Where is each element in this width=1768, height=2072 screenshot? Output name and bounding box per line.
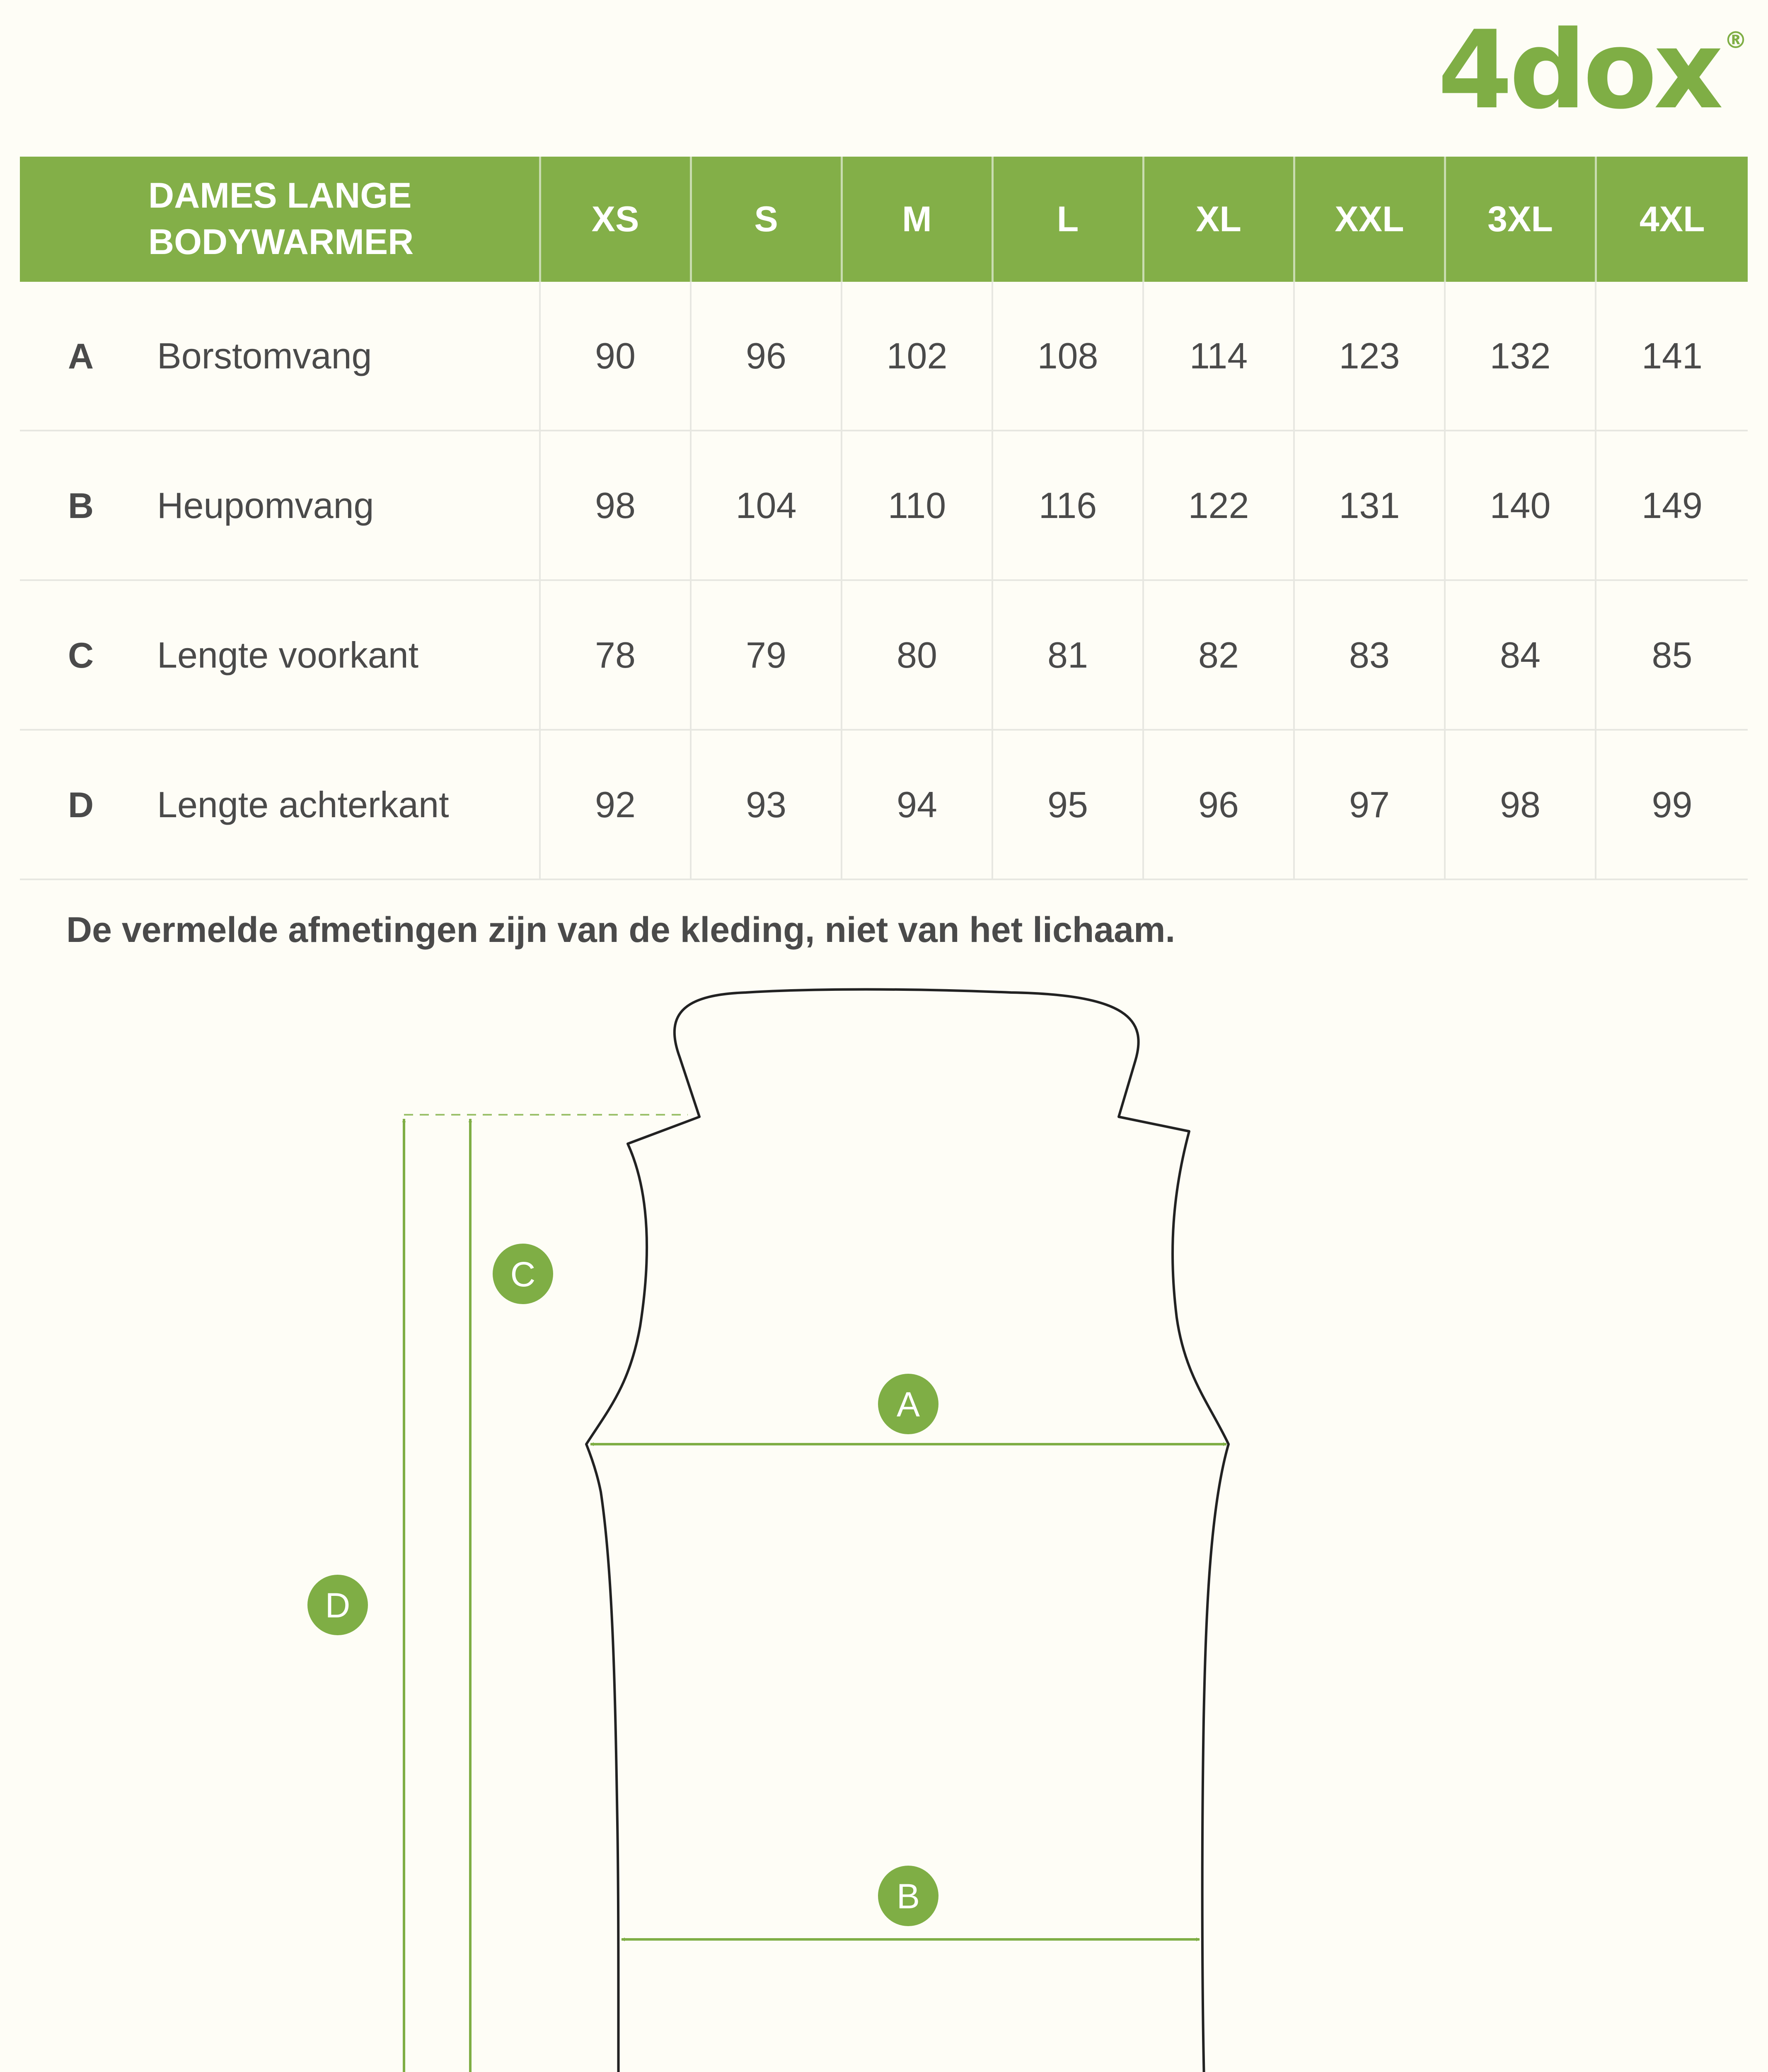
table-cell: 92 bbox=[540, 730, 691, 879]
table-cell: 114 bbox=[1143, 282, 1294, 431]
row-letter: D bbox=[68, 785, 94, 825]
size-header: S bbox=[691, 157, 842, 282]
table-cell: 80 bbox=[842, 580, 992, 730]
table-cell: 96 bbox=[691, 282, 842, 431]
badge-c bbox=[493, 1244, 553, 1304]
row-name: Heupomvang bbox=[157, 484, 374, 526]
badge-c-label: C bbox=[510, 1255, 536, 1294]
row-letter: B bbox=[68, 486, 94, 526]
table-cell: 99 bbox=[1596, 730, 1748, 879]
table-cell: 90 bbox=[540, 282, 691, 431]
table-cell: 83 bbox=[1294, 580, 1445, 730]
table-cell: 97 bbox=[1294, 730, 1445, 879]
size-header: L bbox=[992, 157, 1143, 282]
table-cell: 149 bbox=[1596, 431, 1748, 580]
table-cell: 98 bbox=[1445, 730, 1596, 879]
table-cell: 85 bbox=[1596, 580, 1748, 730]
size-header: 3XL bbox=[1445, 157, 1596, 282]
table-cell: 84 bbox=[1445, 580, 1596, 730]
table-cell: 122 bbox=[1143, 431, 1294, 580]
table-cell: 132 bbox=[1445, 282, 1596, 431]
badge-b-label: B bbox=[896, 1877, 920, 1916]
row-letter: C bbox=[68, 635, 94, 675]
size-header: 4XL bbox=[1596, 157, 1748, 282]
table-cell: 123 bbox=[1294, 282, 1445, 431]
table-cell: 98 bbox=[540, 431, 691, 580]
table-cell: 141 bbox=[1596, 282, 1748, 431]
table-title-line-2: BODYWARMER bbox=[148, 222, 414, 262]
size-header: XS bbox=[540, 157, 691, 282]
table-cell: 108 bbox=[992, 282, 1143, 431]
size-header: XL bbox=[1143, 157, 1294, 282]
badge-a-label: A bbox=[896, 1385, 920, 1424]
table-cell: 116 bbox=[992, 431, 1143, 580]
table-cell: 104 bbox=[691, 431, 842, 580]
table-title-line-1: DAMES LANGE bbox=[148, 176, 412, 216]
size-header: M bbox=[842, 157, 992, 282]
row-letter: A bbox=[68, 336, 94, 376]
registered-mark: ® bbox=[1724, 27, 1747, 54]
row-name: Lengte voorkant bbox=[157, 634, 419, 675]
table-cell: 78 bbox=[540, 580, 691, 730]
badge-d bbox=[307, 1575, 368, 1635]
table-cell: 131 bbox=[1294, 431, 1445, 580]
table-cell: 102 bbox=[842, 282, 992, 431]
badge-b bbox=[878, 1866, 938, 1926]
table-cell: 93 bbox=[691, 730, 842, 879]
row-name: Lengte achterkant bbox=[157, 784, 449, 825]
table-cell: 94 bbox=[842, 730, 992, 879]
badge-d-label: D bbox=[325, 1586, 351, 1625]
size-header: XXL bbox=[1294, 157, 1445, 282]
measurement-note: De vermelde afmetingen zijn van de kleding, niet van het lichaam. bbox=[66, 910, 1175, 950]
badge-a bbox=[878, 1374, 938, 1434]
table-cell: 81 bbox=[992, 580, 1143, 730]
table-cell: 79 bbox=[691, 580, 842, 730]
table-cell: 140 bbox=[1445, 431, 1596, 580]
brand-name: 4dox bbox=[1437, 8, 1720, 133]
table-cell: 82 bbox=[1143, 580, 1294, 730]
table-cell: 95 bbox=[992, 730, 1143, 879]
table-cell: 110 bbox=[842, 431, 992, 580]
row-name: Borstomvang bbox=[157, 335, 372, 376]
table-cell: 96 bbox=[1143, 730, 1294, 879]
